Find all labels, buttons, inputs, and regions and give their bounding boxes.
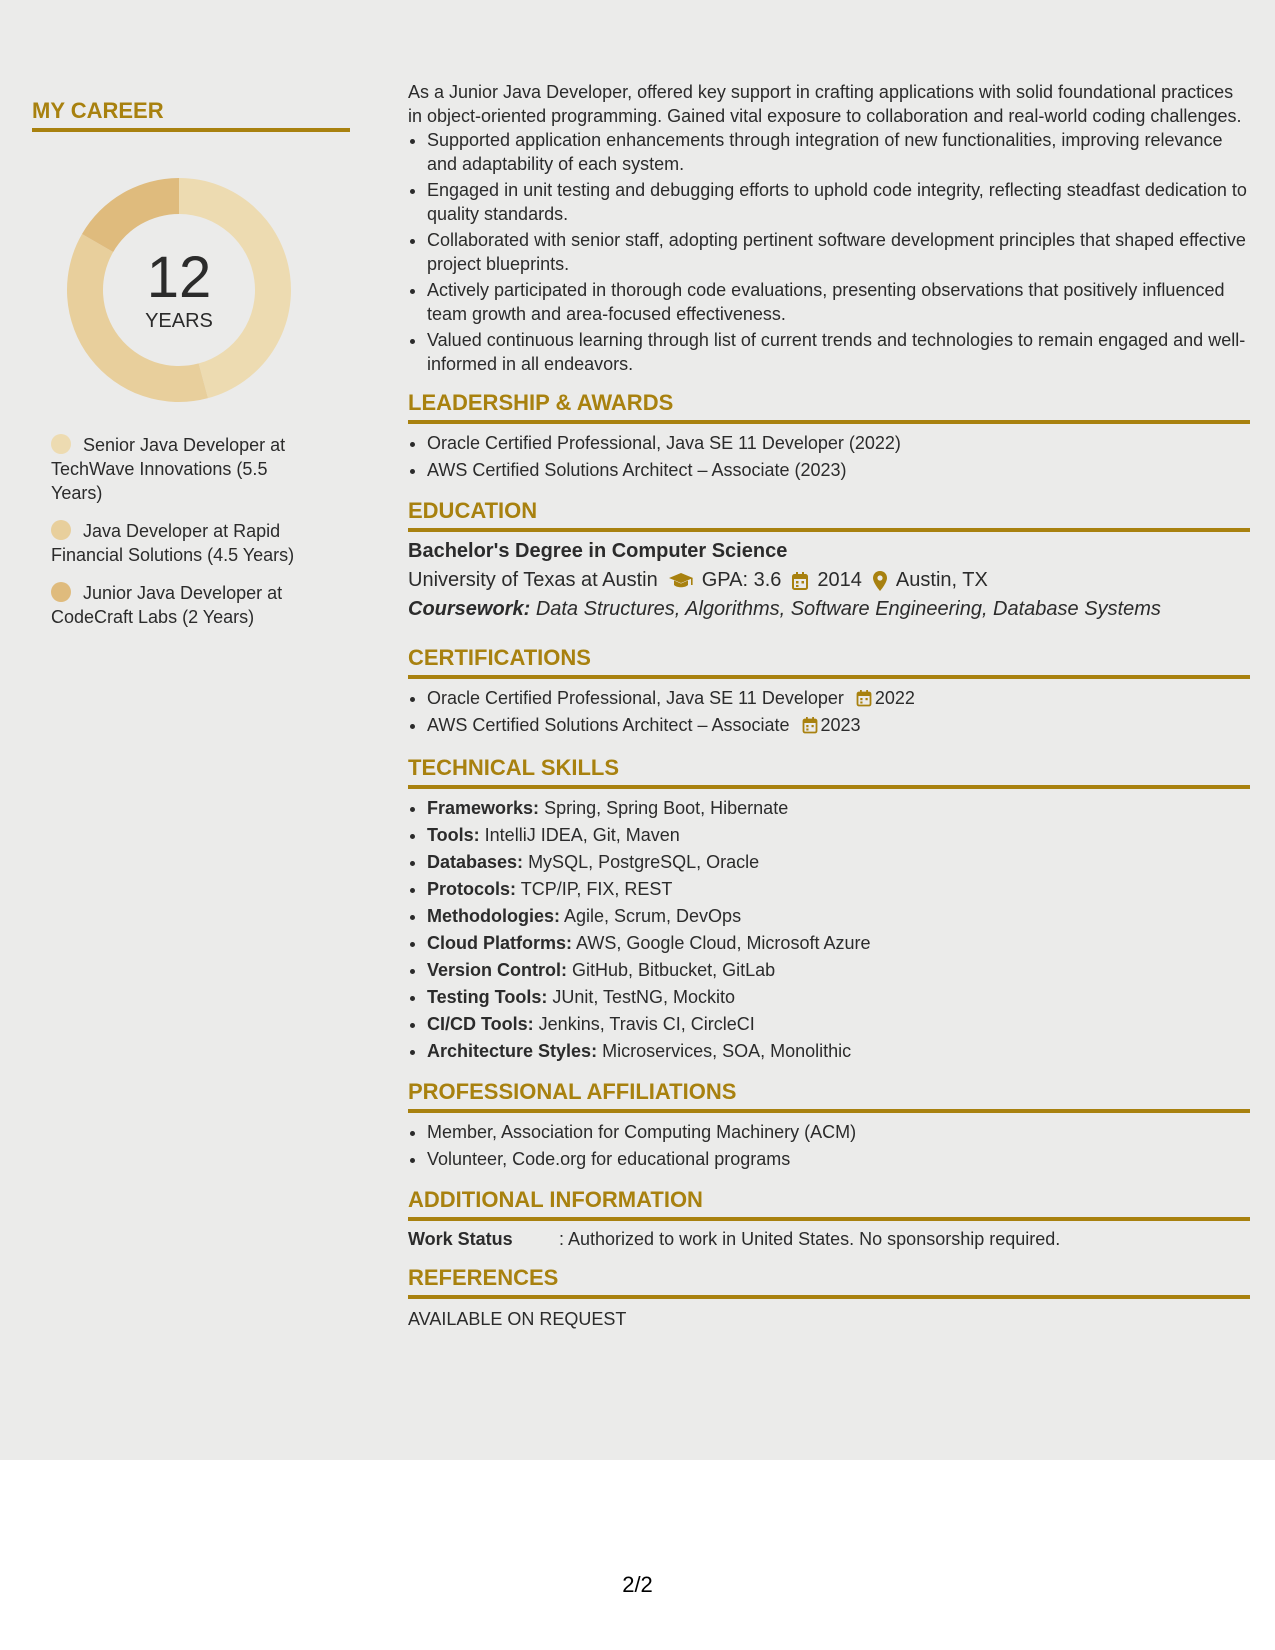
education-details <box>408 569 1250 592</box>
legend-item: Senior Java Developer at TechWave Innovations (5.5 Years) <box>51 435 286 503</box>
list-item: • Cloud Platforms: AWS, Google Cloud, Microsoft Azure <box>427 930 1250 957</box>
work-status-value: : Authorized to work in United States. No sponsorship required. <box>559 1229 1061 1249</box>
additional-heading: ADDITIONAL INFORMATION <box>408 1187 1250 1221</box>
education-location: Austin, TX <box>895 569 988 591</box>
list-item: • Architecture Styles: Microservices, SOA, Monolithic <box>427 1038 1250 1065</box>
list-item: • Testing Tools: JUnit, TestNG, Mockito <box>427 984 1250 1011</box>
list-item: • CI/CD Tools: Jenkins, Travis CI, CircleCI <box>427 1011 1250 1038</box>
list-item: • Volunteer, Code.org for educational programs <box>427 1146 1250 1173</box>
list-item: • AWS Certified Solutions Architect – Associate (2023) <box>427 457 1250 484</box>
list-item: • Methodologies: Agile, Scrum, DevOps <box>427 903 1250 930</box>
career-title: MY CAREER <box>32 98 350 132</box>
certifications-heading: CERTIFICATIONS <box>408 645 1250 679</box>
list-item: • Version Control: GitHub, Bitbucket, GitLab <box>427 957 1250 984</box>
graduation-cap-icon <box>668 572 694 590</box>
legend-dot <box>51 520 71 540</box>
affiliations-list <box>408 1119 1250 1173</box>
awards-heading: LEADERSHIP & AWARDS <box>408 390 1250 424</box>
list-item: • AWS Certified Solutions Architect – Associate 2023 <box>427 712 1250 739</box>
career-years-unit: YEARS <box>145 309 213 332</box>
calendar-icon <box>791 571 809 591</box>
calendar-icon <box>856 689 872 707</box>
affiliations-heading: PROFESSIONAL AFFILIATIONS <box>408 1079 1250 1113</box>
references-heading: REFERENCES <box>408 1265 1250 1299</box>
education-coursework: Coursework: Data Structures, Algorithms, Software Engineering, Database Systems <box>408 598 1161 620</box>
education-gpa: GPA: 3.6 <box>701 569 782 591</box>
experience-summary: As a Junior Java Developer, offered key support in crafting applications with solid foundational practices in object-oriented programming. Gained vital exposure to collaboration and real-world coding challenges. <box>408 82 1242 126</box>
list-item: • Oracle Certified Professional, Java SE 11 Developer 2022 <box>427 685 1250 712</box>
certifications-list <box>408 685 1250 739</box>
work-status-label: Work Status <box>408 1229 513 1249</box>
main-content <box>408 80 1250 1330</box>
list-item: • Oracle Certified Professional, Java SE 11 Developer (2022) <box>427 430 1250 457</box>
education-year: 2014 <box>817 569 862 591</box>
experience-bullets <box>408 128 1250 376</box>
list-item: • Protocols: TCP/IP, FIX, REST <box>427 876 1250 903</box>
references-text: AVAILABLE ON REQUEST <box>408 1309 627 1329</box>
legend-item: Junior Java Developer at CodeCraft Labs (2 Years) <box>51 583 283 627</box>
list-item: • Member, Association for Computing Machinery (ACM) <box>427 1119 1250 1146</box>
page-number: 2/2 <box>622 1572 653 1597</box>
awards-list <box>408 430 1250 484</box>
career-legend <box>51 433 321 629</box>
location-pin-icon <box>872 570 888 592</box>
list-item: • Supported application enhancements through integration of new functionalities, improving relevance and adaptability of each system. <box>427 128 1250 176</box>
list-item: • Collaborated with senior staff, adopting pertinent software development principles that shaped effective project blueprints. <box>427 228 1250 276</box>
list-item: • Actively participated in thorough code evaluations, presenting observations that positively influenced team growth and area-focused effectiveness. <box>427 278 1250 326</box>
skills-heading: TECHNICAL SKILLS <box>408 755 1250 789</box>
list-item: • Frameworks: Spring, Spring Boot, Hibernate <box>427 795 1250 822</box>
list-item: • Valued continuous learning through list of current trends and technologies to remain engaged and well-informed in all endeavors. <box>427 328 1250 376</box>
career-donut-chart <box>66 177 292 403</box>
work-status-row <box>408 1227 1250 1251</box>
legend-dot <box>51 582 71 602</box>
education-school: University of Texas at Austin <box>408 569 658 591</box>
list-item: • Engaged in unit testing and debugging efforts to uphold code integrity, reflecting steadfast dedication to quality standards. <box>427 178 1250 226</box>
legend-dot <box>51 434 71 454</box>
career-years-value: 12 <box>146 244 212 310</box>
calendar-icon <box>802 716 818 734</box>
sidebar <box>32 98 350 643</box>
education-degree: Bachelor's Degree in Computer Science <box>408 540 788 562</box>
education-heading: EDUCATION <box>408 498 1250 532</box>
list-item: • Databases: MySQL, PostgreSQL, Oracle <box>427 849 1250 876</box>
legend-item: Java Developer at Rapid Financial Solutions (4.5 Years) <box>51 521 295 565</box>
list-item: • Tools: IntelliJ IDEA, Git, Maven <box>427 822 1250 849</box>
skills-list <box>408 795 1250 1065</box>
